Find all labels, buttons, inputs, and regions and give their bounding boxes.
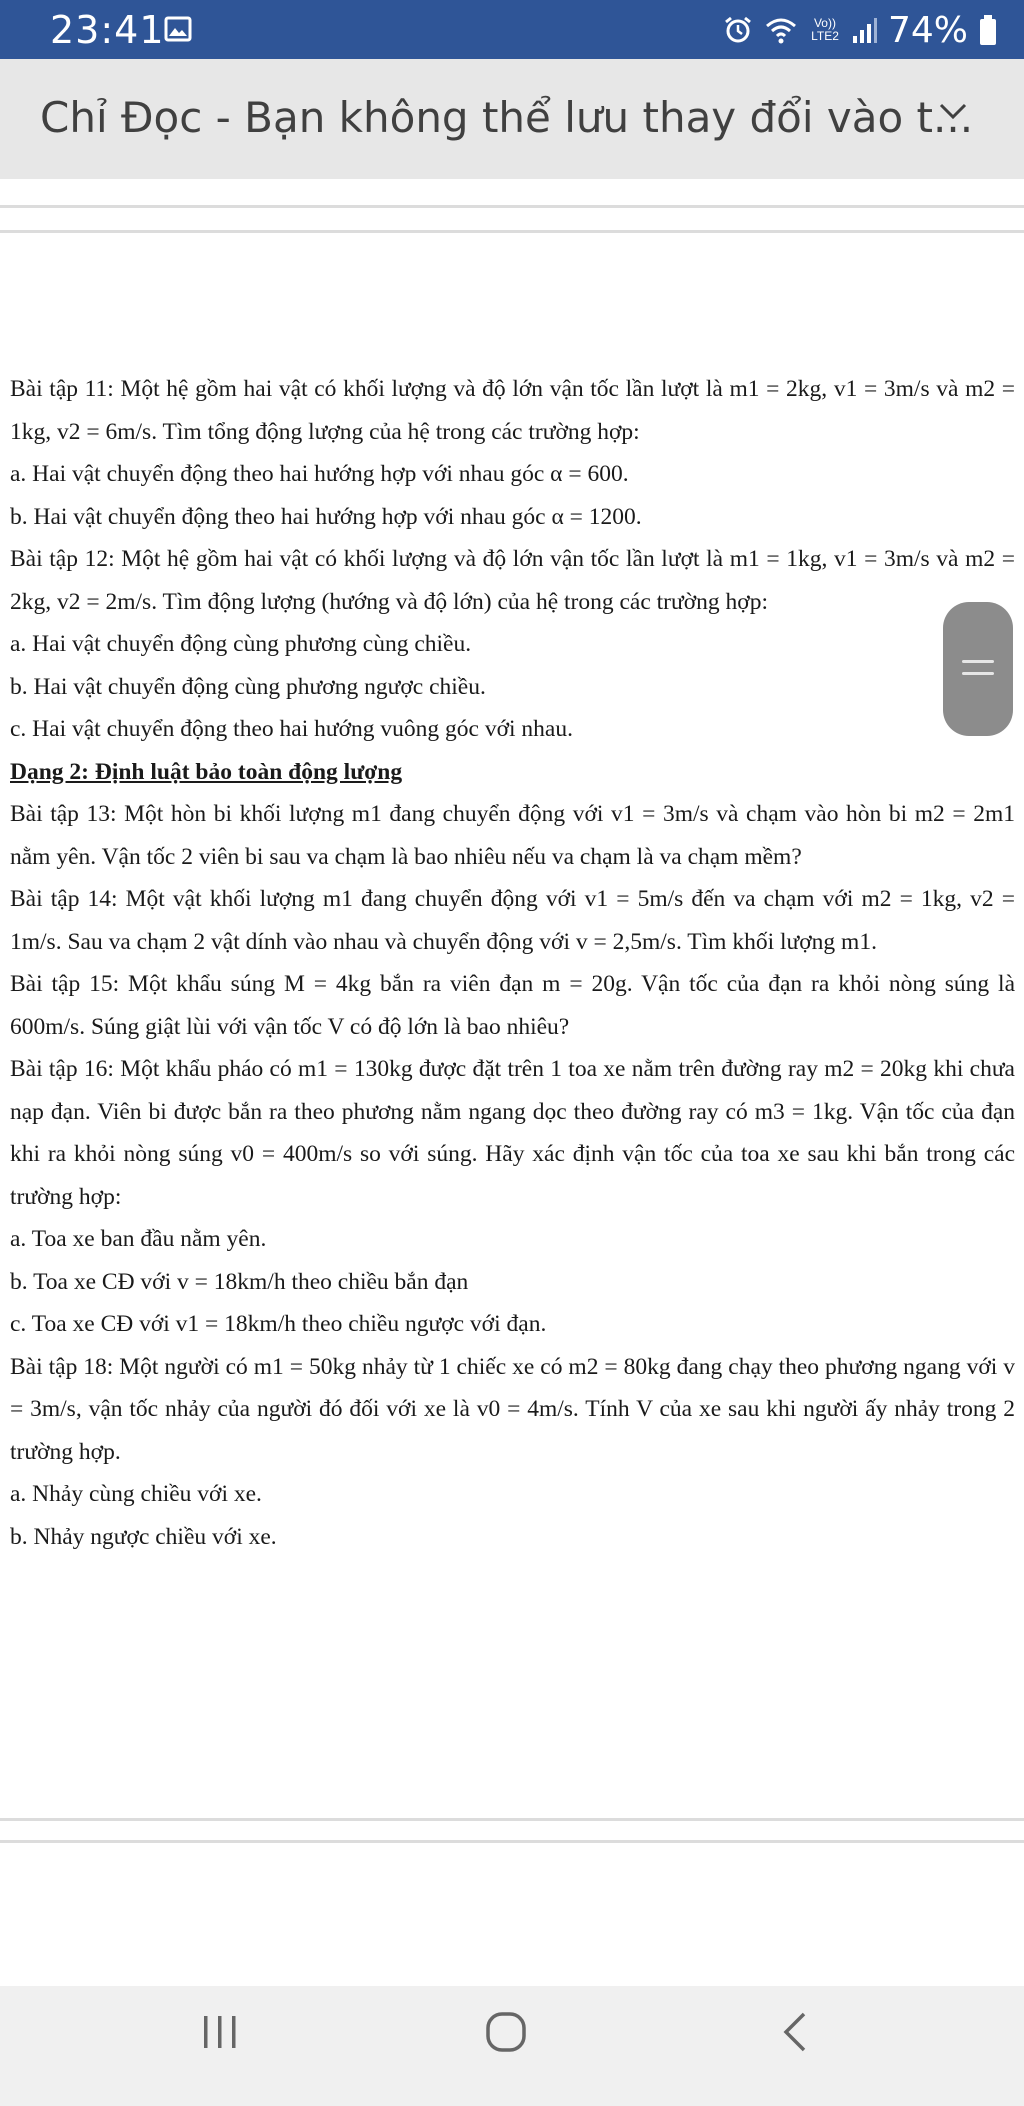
battery-percent: 74% — [887, 9, 968, 51]
divider — [0, 1818, 1024, 1821]
divider — [0, 1840, 1024, 1843]
chevron-down-icon[interactable] — [938, 101, 968, 121]
status-bar — [0, 0, 1024, 59]
status-indicators — [722, 6, 998, 54]
exercise-11-b: b. Hai vật chuyển động theo hai hướng hợp với nhau góc α = 1200. — [10, 503, 642, 530]
read-only-banner[interactable] — [0, 59, 1024, 179]
exercise-15: Bài tập 15: Một khẩu súng M = 4kg bắn ra viên đạn m = 20g. Vận tốc của đạn ra khỏi nòng súng là 600m/s. Súng giật lùi với vận tốc V có độ lớn là bao nhiêu? — [10, 971, 1015, 1040]
exercise-16-b: b. Toa xe CĐ với v = 18km/h theo chiều bắn đạn — [10, 1268, 469, 1295]
exercise-14: Bài tập 14: Một vật khối lượng m1 đang chuyển động với v1 = 5m/s đến va chạm với m2 = 1kg, v2 = 1m/s. Sau va chạm 2 vật dính vào nhau và chuyển động với v = 2,5m/s. Tìm khối lượng m1. — [10, 886, 1015, 955]
exercise-11: Bài tập 11: Một hệ gồm hai vật có khối lượng và độ lớn vận tốc lần lượt là m1 = 2kg, v1 = 3m/s và m2 = 1kg, v2 = 6m/s. Tìm tổng động lượng của hệ trong các trường hợp: — [10, 376, 1015, 445]
exercise-18-b: b. Nhảy ngược chiều với xe. — [10, 1523, 277, 1550]
alarm-icon — [722, 14, 754, 46]
grip-line — [962, 672, 994, 675]
exercise-16-c: c. Toa xe CĐ với v1 = 18km/h theo chiều ngược với đạn. — [10, 1311, 547, 1337]
status-time: 23:41 — [50, 8, 165, 52]
document-page — [10, 368, 1015, 1558]
recent-apps-icon[interactable] — [198, 2010, 242, 2054]
battery-icon — [978, 14, 998, 46]
back-icon[interactable] — [774, 2010, 818, 2054]
home-icon[interactable] — [484, 2010, 528, 2054]
exercise-18-a: a. Nhảy cùng chiều với xe. — [10, 1481, 262, 1507]
exercise-12-a: a. Hai vật chuyển động cùng phương cùng chiều. — [10, 631, 472, 657]
divider — [0, 230, 1024, 233]
gallery-icon — [164, 16, 192, 42]
exercise-11-a: a. Hai vật chuyển động theo hai hướng hợp với nhau góc α = 600. — [10, 461, 629, 487]
exercise-12-c: c. Hai vật chuyển động theo hai hướng vuông góc với nhau. — [10, 716, 573, 742]
exercise-12: Bài tập 12: Một hệ gồm hai vật có khối lượng và độ lớn vận tốc lần lượt là m1 = 1kg, v1 = 3m/s và m2 = 2kg, v2 = 2m/s. Tìm động lượng (hướng và độ lớn) của hệ trong các trường hợp: — [10, 546, 1015, 615]
exercise-12-b: b. Hai vật chuyển động cùng phương ngược chiều. — [10, 673, 486, 700]
read-only-message: Chỉ Đọc - Bạn không thể lưu thay đổi vào t... — [40, 93, 974, 142]
exercise-13: Bài tập 13: Một hòn bi khối lượng m1 đang chuyển động với v1 = 3m/s và chạm vào hòn bi m2 = 2m1 nằm yên. Vận tốc 2 viên bi sau va chạm là bao nhiêu nếu va chạm là va chạm mềm? — [10, 801, 1015, 870]
network-label: Vo)) LTE2 — [811, 16, 839, 43]
divider — [0, 205, 1024, 208]
exercise-16: Bài tập 16: Một khẩu pháo có m1 = 130kg được đặt trên 1 toa xe nằm trên đường ray m2 = 20kg khi chưa nạp đạn. Viên bi được bắn ra theo phương nằm ngang dọc theo đường ray có m3 = 1kg. Vận tốc của đạn khi ra khỏi nòng súng v0 = 400m/s so với súng. Hãy xác định vận tốc của toa xe sau khi bắn trong các trường hợp: — [10, 1056, 1015, 1210]
signal-icon — [852, 16, 878, 44]
scroll-handle[interactable] — [943, 602, 1013, 736]
grip-line — [962, 660, 994, 663]
exercise-18: Bài tập 18: Một người có m1 = 50kg nhảy từ 1 chiếc xe có m2 = 80kg đang chạy theo phương ngang với v = 3m/s, vận tốc nhảy của người đó đối với xe là v0 = 4m/s. Tính V của xe sau khi người ấy nhảy trong 2 trường hợp. — [10, 1353, 1015, 1465]
section-heading: Dạng 2: Định luật bảo toàn động lượng — [10, 758, 403, 785]
exercise-16-a: a. Toa xe ban đầu nằm yên. — [10, 1226, 267, 1252]
navigation-bar — [0, 1986, 1024, 2106]
wifi-icon — [764, 15, 798, 45]
